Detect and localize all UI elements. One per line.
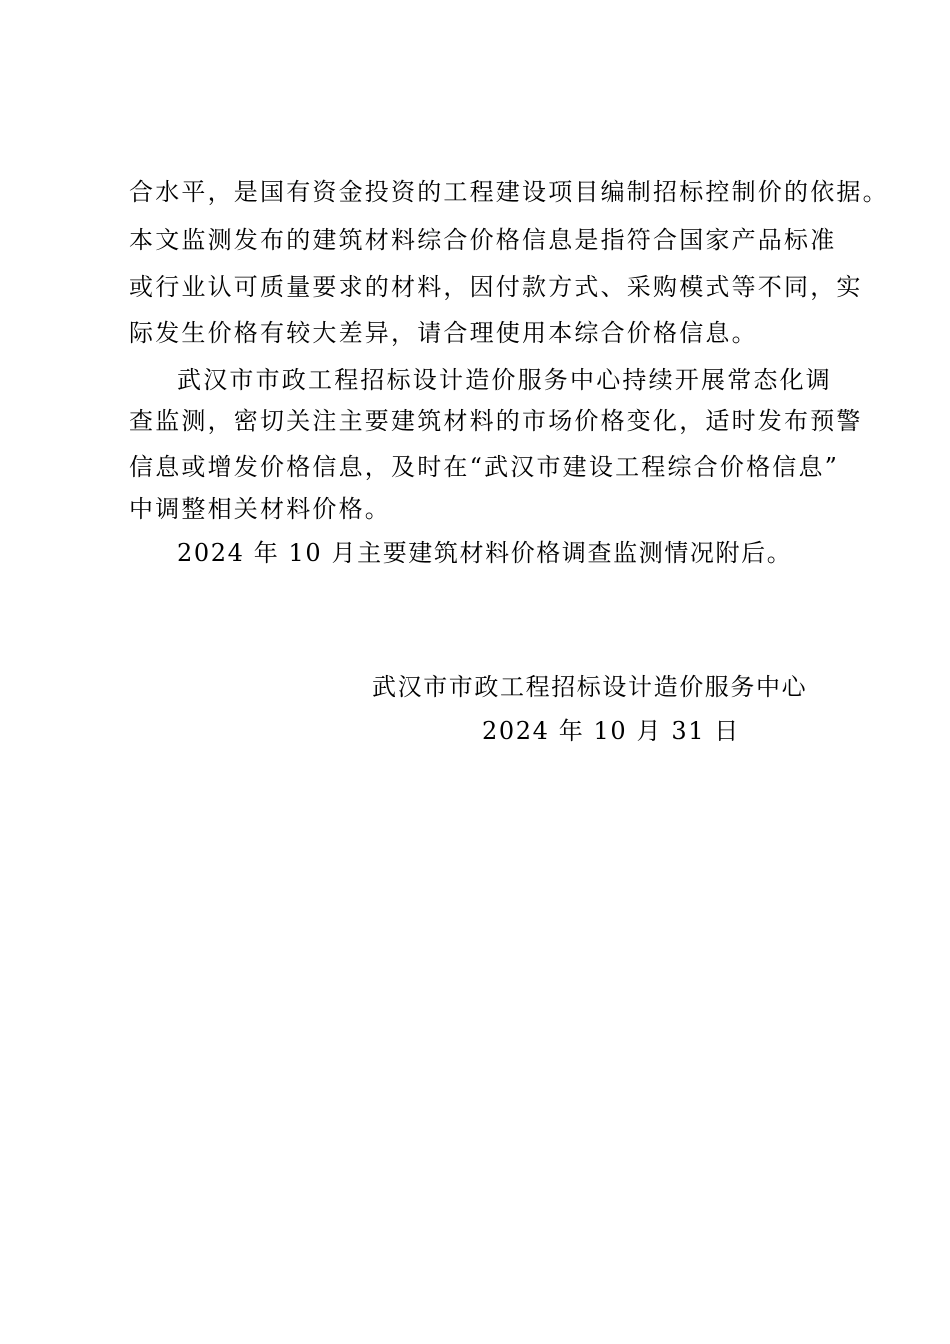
signature-organization: 武汉市市政工程招标设计造价服务中心	[372, 673, 808, 701]
paragraph-line: 武汉市市政工程招标设计造价服务中心持续开展常态化调	[177, 366, 832, 394]
paragraph-line: 中调整相关材料价格。	[129, 495, 391, 523]
paragraph-line: 际发生价格有较大差异，请合理使用本综合价格信息。	[129, 319, 758, 347]
signature-date: 2024 年 10 月 31 日	[482, 717, 740, 745]
paragraph-line: 或行业认可质量要求的材料，因付款方式、采购模式等不同，实	[129, 273, 863, 301]
paragraph-line: 查监测，密切关注主要建筑材料的市场价格变化，适时发布预警	[129, 407, 863, 435]
paragraph-line: 2024 年 10 月主要建筑材料价格调查监测情况附后。	[177, 539, 793, 567]
paragraph-line: 信息或增发价格信息，及时在“武汉市建设工程综合价格信息”	[129, 453, 840, 481]
paragraph-line: 合水平，是国有资金投资的工程建设项目编制招标控制价的依据。	[129, 178, 889, 206]
paragraph-line: 本文监测发布的建筑材料综合价格信息是指符合国家产品标准	[129, 226, 837, 254]
